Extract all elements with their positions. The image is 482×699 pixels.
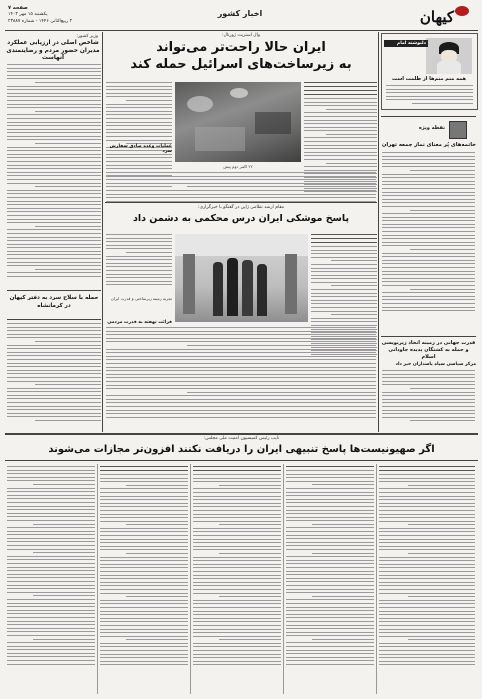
kayhan-logo: [405, 4, 475, 30]
issue-line: ۲ ربیع‌الثانی ۱۴۴۶ - شماره ۲۳۸۸۷: [8, 19, 73, 24]
bottom-divider-2: [190, 464, 191, 694]
second-kicker: مقام ارشد نظامی ژاپن در گفتگو با خبرگزاری:: [197, 205, 285, 210]
date-line: یکشنبه ۱۵ مهر ۱۴۰۳: [8, 12, 48, 17]
masthead-rule: [5, 30, 478, 31]
photo-2-caption: تجربه زمینه زیرساختی و قدرت ایران: [110, 296, 172, 301]
left-box-headline: حمله با سلاح سرد به دفتر کیهان در کرمانشاه: [9, 295, 99, 309]
second-subhead: قرائت نهفته به قدرت مردمی: [107, 320, 172, 325]
quote-label: دلنوشته امام: [384, 40, 428, 47]
bottom-divider-3: [283, 464, 284, 694]
section-title: اخبار کشور: [217, 9, 263, 18]
note-headline: خاتمه‌های پُر معنای نماز جمعه تهران: [381, 142, 476, 148]
left-kicker: وزیر کشور:: [76, 34, 98, 39]
left-headline: شاخص اصلی در ارزیابی عملکرد مدیران حضور مردم و رضایتمندی آنهاست: [6, 40, 100, 61]
note-label: نقطه ویژه: [418, 125, 445, 131]
main-lower-text: [106, 172, 376, 204]
center-right-rule: [378, 32, 379, 432]
left-column-rule: [102, 32, 103, 432]
quote-body: [386, 85, 473, 107]
bottom-col-3: [193, 466, 281, 668]
main-lower-rule: [105, 202, 377, 203]
note-box-header: [381, 116, 476, 141]
bottom-col-5: [379, 466, 475, 668]
left-body-text: [7, 64, 101, 280]
page-number: صفحه ۷: [8, 5, 28, 11]
right-lower-headline: قدرت جهانی در زمینه اتخاذ زیرنویسی و حمله به کشتگان پدیده جاودانی اسلام: [381, 340, 476, 360]
right-lower-subhead: مرکز سیاسی سپاه پاسداران خبر داد: [395, 362, 476, 367]
quote-text: همه منم منم‌ها از ظلمت است: [392, 76, 466, 82]
imam-portrait: [426, 38, 472, 74]
bottom-divider-1: [97, 464, 98, 694]
imam-quote-box: [381, 33, 478, 110]
main-photo: [175, 82, 301, 162]
second-headline: پاسخ موشکی ایران درس محکمی به دشمن داد: [132, 213, 350, 224]
main-subhead: عملیات وعده صادق سفارش سرد: [109, 144, 172, 154]
bottom-col-2: [100, 466, 188, 668]
main-headline-line-1: ایران حالا راحت‌تر می‌تواند: [156, 40, 326, 55]
bottom-col-1: [7, 466, 95, 667]
bottom-col-4: [286, 466, 374, 668]
bottom-divider-4: [376, 464, 377, 694]
photo-1-caption: ۲۲ اکتبر دوم پیش: [223, 164, 253, 169]
main-kicker: وال استریت ژورنال:: [221, 33, 260, 38]
main-headline-line-2: به زیرساخت‌های اسرائیل حمله کند: [130, 57, 352, 72]
bottom-kicker: نایب رئیس کمیسیون امنیت ملی مجلس:: [203, 436, 280, 441]
note-body: [382, 152, 475, 314]
second-col-left-text: [106, 234, 172, 288]
note-icon: [449, 121, 467, 139]
left-box-body: [7, 323, 101, 424]
logo-text: کیهان: [419, 8, 455, 26]
second-lower-text: [106, 327, 376, 420]
bottom-headline: اگر صهیونیست‌ها پاسخ تنبیهی ایران را دریافت نکنند افزون‌تر مجازات می‌شوند: [48, 444, 435, 455]
bottom-top-rule: [5, 433, 478, 435]
second-photo: [175, 234, 308, 322]
left-box: [7, 290, 101, 320]
right-mid-rule: [381, 336, 476, 337]
bottom-headline-rule: [5, 460, 478, 461]
right-lower-body: [382, 370, 475, 424]
